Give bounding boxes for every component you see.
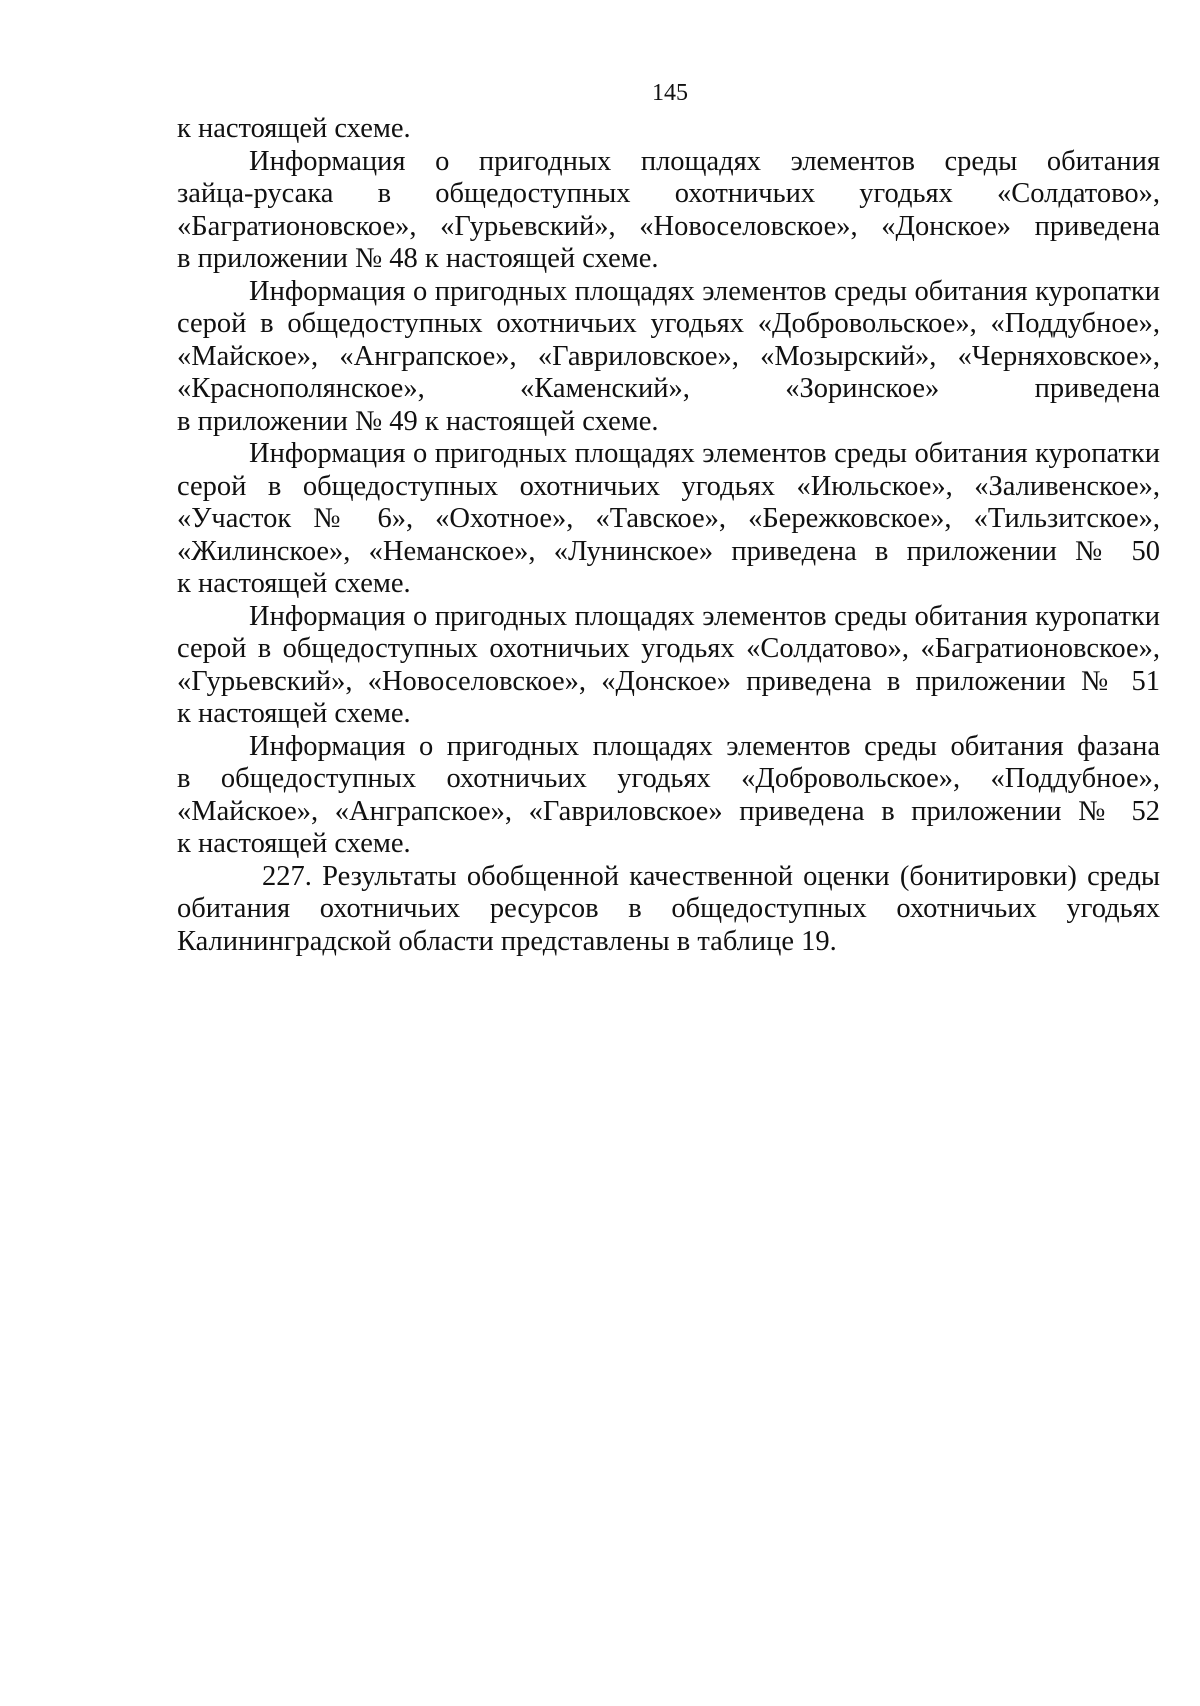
paragraph-line: серой в общедоступных охотничьих угодьях «Добровольское», «Поддубное», xyxy=(177,308,1160,339)
paragraph-line: «Майское», «Анграпское», «Гавриловское», «Мозырский», «Черняховское», xyxy=(177,340,1160,372)
paragraph-line: к настоящей схеме. xyxy=(177,698,411,729)
paragraph-line: «Гурьевский», «Новоселовское», «Донское» приведена в приложении № 51 xyxy=(177,665,1160,697)
paragraph-line: к настоящей схеме. xyxy=(177,828,411,859)
paragraph-line: 227. Результаты обобщенной качественной оценки (бонитировки) среды xyxy=(262,860,1160,892)
paragraph-line: серой в общедоступных охотничьих угодьях «Июльское», «Заливенское», xyxy=(177,470,1160,502)
paragraph-line: Информация о пригодных площадях элементов среды обитания куропатки xyxy=(249,438,1160,469)
paragraph-line: к настоящей схеме. xyxy=(177,113,411,144)
paragraph-line: в общедоступных охотничьих угодьях «Добровольское», «Поддубное», xyxy=(177,763,1160,794)
paragraph-line: в приложении № 49 к настоящей схеме. xyxy=(177,405,659,437)
paragraph-line: «Майское», «Анграпское», «Гавриловское» приведена в приложении № 52 xyxy=(177,795,1160,827)
paragraph-line: «Багратионовское», «Гурьевский», «Новоселовское», «Донское» приведена xyxy=(177,210,1160,242)
paragraph-line: серой в общедоступных охотничьих угодьях «Солдатово», «Багратионовское», xyxy=(177,633,1160,664)
paragraph-line: «Краснополянское», «Каменский», «Зоринское» приведена xyxy=(177,373,1160,404)
paragraph-line: «Участок № 6», «Охотное», «Тавское», «Бережковское», «Тильзитское», xyxy=(177,503,1160,534)
paragraph-line: в приложении № 48 к настоящей схеме. xyxy=(177,243,659,274)
document-body xyxy=(177,113,1160,958)
paragraph-line: Информация о пригодных площадях элементов среды обитания фазана xyxy=(249,730,1160,762)
paragraph-line: Информация о пригодных площадях элементов среды обитания xyxy=(249,145,1160,177)
page-number: 145 xyxy=(652,80,688,106)
paragraph-line: Калининградской области представлены в таблице 19. xyxy=(177,925,837,957)
paragraph-line: Информация о пригодных площадях элементов среды обитания куропатки xyxy=(249,275,1160,307)
paragraph-line: «Жилинское», «Неманское», «Лунинское» приведена в приложении № 50 xyxy=(177,535,1160,567)
paragraph-line: обитания охотничьих ресурсов в общедоступных охотничьих угодьях xyxy=(177,893,1160,924)
paragraph-line: к настоящей схеме. xyxy=(177,568,411,599)
paragraph-line: Информация о пригодных площадях элементов среды обитания куропатки xyxy=(249,600,1160,632)
paragraph-line: зайца-русака в общедоступных охотничьих угодьях «Солдатово», xyxy=(177,178,1160,209)
